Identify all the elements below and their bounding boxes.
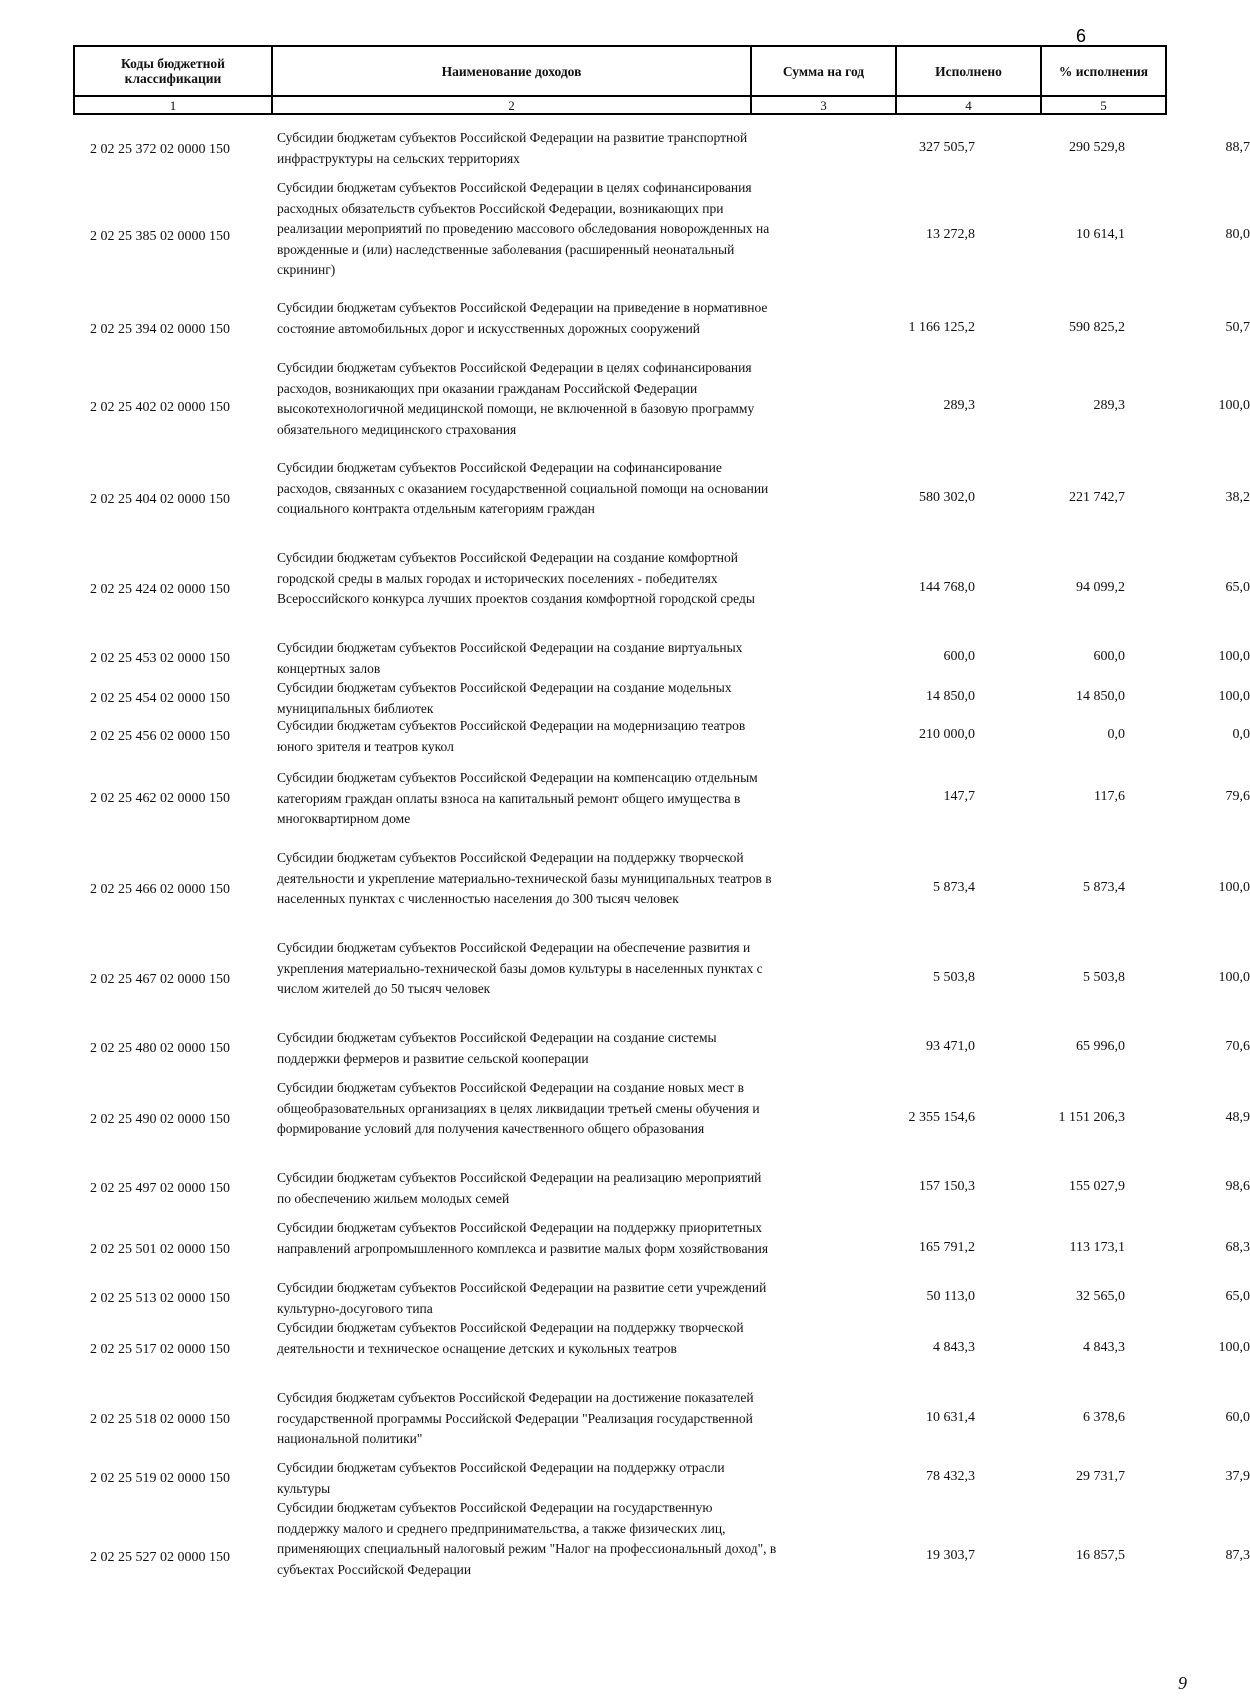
executed-amount: 94 099,2 bbox=[1076, 580, 1125, 595]
income-name: Субсидии бюджетам субъектов Российской Федерации на государственную поддержку малого и среднего предпринимательства, а также физических лиц, применяющих специальный налоговый режим "Налог на профессиональный доход", в субъектах Российской Федерации bbox=[277, 1500, 777, 1577]
table-row bbox=[80, 848, 1250, 930]
header-income-name: Наименование доходов bbox=[272, 46, 751, 96]
executed-amount: 29 731,7 bbox=[1076, 1469, 1125, 1484]
executed-amount: 600,0 bbox=[1093, 649, 1125, 664]
annual-sum: 600,0 bbox=[943, 649, 975, 664]
table-row bbox=[80, 1388, 1250, 1450]
execution-percent: 48,9 bbox=[1225, 1110, 1250, 1125]
header-executed: Исполнено bbox=[896, 46, 1041, 96]
income-name: Субсидии бюджетам субъектов Российской Федерации на поддержку творческой деятельности и укрепление материально-технической базы муниципальных театров в населенных пунктах с численностью населения до 300 тысяч человек bbox=[277, 850, 772, 906]
executed-amount: 32 565,0 bbox=[1076, 1289, 1125, 1304]
table-row bbox=[80, 1218, 1250, 1280]
income-name: Субсидии бюджетам субъектов Российской Федерации на компенсацию отдельным категориям граждан оплаты взноса на капитальный ремонт общего имущества в многоквартирном доме bbox=[277, 770, 758, 826]
budget-code: 2 02 25 404 02 0000 150 bbox=[90, 492, 230, 507]
table-row bbox=[80, 128, 1250, 170]
header-annual-sum: Сумма на год bbox=[751, 46, 896, 96]
executed-amount: 155 027,9 bbox=[1069, 1179, 1125, 1194]
budget-code: 2 02 25 501 02 0000 150 bbox=[90, 1242, 230, 1257]
annual-sum: 13 272,8 bbox=[926, 227, 975, 242]
executed-amount: 65 996,0 bbox=[1076, 1039, 1125, 1054]
budget-code: 2 02 25 453 02 0000 150 bbox=[90, 651, 230, 666]
budget-code: 2 02 25 480 02 0000 150 bbox=[90, 1041, 230, 1056]
income-name: Субсидии бюджетам субъектов Российской Федерации на создание новых мест в общеобразовательных организациях в целях ликвидации третьей смены обучения и формирование условий для получения качественного общего образования bbox=[277, 1080, 760, 1136]
annual-sum: 2 355 154,6 bbox=[908, 1110, 975, 1125]
income-name: Субсидии бюджетам субъектов Российской Федерации на реализацию мероприятий по обеспечению жильем молодых семей bbox=[277, 1170, 762, 1206]
annual-sum: 165 791,2 bbox=[919, 1240, 975, 1255]
executed-amount: 4 843,3 bbox=[1083, 1340, 1125, 1355]
execution-percent: 98,6 bbox=[1225, 1179, 1250, 1194]
income-name: Субсидии бюджетам субъектов Российской Федерации на создание комфортной городской среды в малых городах и исторических поселениях - победителях Всероссийского конкурса лучших проектов создания комфортной городской среды bbox=[277, 550, 755, 606]
table-row bbox=[80, 768, 1250, 828]
income-name: Субсидии бюджетам субъектов Российской Федерации на обеспечение развития и укрепления материально-технической базы домов культуры в населенных пунктах с числом жителей до 50 тысяч человек bbox=[277, 940, 763, 996]
table-row bbox=[80, 938, 1250, 1020]
executed-amount: 113 173,1 bbox=[1069, 1240, 1125, 1255]
handwritten-mark: 9 bbox=[1178, 1673, 1187, 1693]
budget-code: 2 02 25 424 02 0000 150 bbox=[90, 582, 230, 597]
annual-sum: 1 166 125,2 bbox=[908, 320, 975, 335]
header-col-number: 5 bbox=[1041, 96, 1166, 114]
income-name: Субсидии бюджетам субъектов Российской Федерации на создание системы поддержки фермеров и развитие сельской кооперации bbox=[277, 1030, 717, 1066]
table-row bbox=[80, 1078, 1250, 1160]
executed-amount: 16 857,5 bbox=[1076, 1548, 1125, 1563]
annual-sum: 289,3 bbox=[943, 398, 975, 413]
budget-code: 2 02 25 454 02 0000 150 bbox=[90, 691, 230, 706]
budget-code: 2 02 25 527 02 0000 150 bbox=[90, 1550, 230, 1565]
execution-percent: 100,0 bbox=[1218, 398, 1250, 413]
table-row bbox=[80, 1458, 1250, 1498]
income-name: Субсидия бюджетам субъектов Российской Федерации на достижение показателей государственной программы Российской Федерации "Реализация государственной национальной политики" bbox=[277, 1390, 754, 1446]
execution-percent: 79,6 bbox=[1225, 789, 1250, 804]
budget-code: 2 02 25 385 02 0000 150 bbox=[90, 229, 230, 244]
budget-code: 2 02 25 517 02 0000 150 bbox=[90, 1342, 230, 1357]
header-col-number: 4 bbox=[896, 96, 1041, 114]
table-row bbox=[80, 548, 1250, 630]
execution-percent: 100,0 bbox=[1218, 689, 1250, 704]
executed-amount: 1 151 206,3 bbox=[1058, 1110, 1125, 1125]
execution-percent: 100,0 bbox=[1218, 1340, 1250, 1355]
table-row bbox=[80, 638, 1250, 678]
execution-percent: 38,2 bbox=[1225, 490, 1250, 505]
execution-percent: 50,7 bbox=[1225, 320, 1250, 335]
execution-percent: 65,0 bbox=[1225, 580, 1250, 595]
table-row bbox=[80, 1168, 1250, 1208]
annual-sum: 93 471,0 bbox=[926, 1039, 975, 1054]
annual-sum: 580 302,0 bbox=[919, 490, 975, 505]
header-col-number: 1 bbox=[74, 96, 272, 114]
budget-code: 2 02 25 513 02 0000 150 bbox=[90, 1291, 230, 1306]
budget-code: 2 02 25 456 02 0000 150 bbox=[90, 729, 230, 744]
header-budget-codes: Коды бюджетной классификации bbox=[74, 46, 272, 96]
table-row bbox=[80, 1028, 1250, 1068]
execution-percent: 100,0 bbox=[1218, 880, 1250, 895]
annual-sum: 5 873,4 bbox=[933, 880, 975, 895]
income-name: Субсидии бюджетам субъектов Российской Федерации на создание модельных муниципальных библиотек bbox=[277, 680, 732, 716]
execution-percent: 65,0 bbox=[1225, 1289, 1250, 1304]
income-name: Субсидии бюджетам субъектов Российской Федерации на приведение в нормативное состояние автомобильных дорог и искусственных дорожных сооружений bbox=[277, 300, 768, 336]
table-row bbox=[80, 1318, 1250, 1380]
budget-code: 2 02 25 394 02 0000 150 bbox=[90, 322, 230, 337]
execution-percent: 37,9 bbox=[1225, 1469, 1250, 1484]
annual-sum: 14 850,0 bbox=[926, 689, 975, 704]
executed-amount: 0,0 bbox=[1107, 727, 1125, 742]
annual-sum: 19 303,7 bbox=[926, 1548, 975, 1563]
executed-amount: 6 378,6 bbox=[1083, 1410, 1125, 1425]
table-row bbox=[80, 178, 1250, 294]
executed-amount: 289,3 bbox=[1093, 398, 1125, 413]
table-row bbox=[80, 1498, 1250, 1616]
execution-percent: 68,3 bbox=[1225, 1240, 1250, 1255]
budget-code: 2 02 25 372 02 0000 150 bbox=[90, 142, 230, 157]
annual-sum: 4 843,3 bbox=[933, 1340, 975, 1355]
budget-code: 2 02 25 466 02 0000 150 bbox=[90, 882, 230, 897]
budget-code: 2 02 25 519 02 0000 150 bbox=[90, 1471, 230, 1486]
income-name: Субсидии бюджетам субъектов Российской Федерации на софинансирование расходов, связанных с оказанием государственной социальной помощи на основании социального контракта отдельным категориям граждан bbox=[277, 460, 769, 516]
executed-amount: 5 503,8 bbox=[1083, 970, 1125, 985]
budget-code: 2 02 25 402 02 0000 150 bbox=[90, 400, 230, 415]
income-name: Субсидии бюджетам субъектов Российской Федерации в целях софинансирования расходных обязательств субъектов Российской Федерации, возникающих при реализации мероприятий по проведению массового обследования новорожденных на врожденные и (или) наследственные заболевания (расширенный неонатальный скрининг) bbox=[277, 180, 770, 277]
annual-sum: 157 150,3 bbox=[919, 1179, 975, 1194]
table-row bbox=[80, 678, 1250, 718]
annual-sum: 210 000,0 bbox=[919, 727, 975, 742]
annual-sum: 50 113,0 bbox=[926, 1289, 975, 1304]
executed-amount: 117,6 bbox=[1094, 789, 1125, 804]
executed-amount: 290 529,8 bbox=[1069, 140, 1125, 155]
header-col-number: 3 bbox=[751, 96, 896, 114]
income-name: Субсидии бюджетам субъектов Российской Федерации на поддержку приоритетных направлений агропромышленного комплекса и развитие малых форм хозяйствования bbox=[277, 1220, 769, 1256]
budget-code: 2 02 25 490 02 0000 150 bbox=[90, 1112, 230, 1127]
execution-percent: 80,0 bbox=[1225, 227, 1250, 242]
income-name: Субсидии бюджетам субъектов Российской Федерации на поддержку отрасли культуры bbox=[277, 1460, 725, 1496]
budget-code: 2 02 25 462 02 0000 150 bbox=[90, 791, 230, 806]
execution-percent: 0,0 bbox=[1232, 727, 1250, 742]
execution-percent: 70,6 bbox=[1225, 1039, 1250, 1054]
header-col-number: 2 bbox=[272, 96, 751, 114]
execution-percent: 100,0 bbox=[1218, 649, 1250, 664]
income-name: Субсидии бюджетам субъектов Российской Федерации на создание виртуальных концертных залов bbox=[277, 640, 743, 676]
annual-sum: 78 432,3 bbox=[926, 1469, 975, 1484]
execution-percent: 100,0 bbox=[1218, 970, 1250, 985]
income-name: Субсидии бюджетам субъектов Российской Федерации на модернизацию театров юного зрителя и театров кукол bbox=[277, 718, 746, 754]
table-row bbox=[80, 1278, 1250, 1318]
budget-code: 2 02 25 497 02 0000 150 bbox=[90, 1181, 230, 1196]
annual-sum: 147,7 bbox=[943, 789, 975, 804]
income-name: Субсидии бюджетам субъектов Российской Федерации на поддержку творческой деятельности и техническое оснащение детских и кукольных театров bbox=[277, 1320, 744, 1356]
executed-amount: 5 873,4 bbox=[1083, 880, 1125, 895]
executed-amount: 14 850,0 bbox=[1076, 689, 1125, 704]
annual-sum: 327 505,7 bbox=[919, 140, 975, 155]
table-row bbox=[80, 458, 1250, 540]
income-name: Субсидии бюджетам субъектов Российской Федерации в целях софинансирования расходов, возникающих при оказании гражданам Российской Федерации высокотехнологичной медицинской помощи, не включенной в базовую программу обязательного медицинского страхования bbox=[277, 360, 755, 437]
table-row bbox=[80, 298, 1250, 360]
table-row bbox=[80, 716, 1250, 756]
page-number: 6 bbox=[1076, 26, 1087, 46]
execution-percent: 60,0 bbox=[1225, 1410, 1250, 1425]
income-name: Субсидии бюджетам субъектов Российской Федерации на развитие сети учреждений культурно-досугового типа bbox=[277, 1280, 767, 1316]
executed-amount: 590 825,2 bbox=[1069, 320, 1125, 335]
annual-sum: 5 503,8 bbox=[933, 970, 975, 985]
execution-percent: 88,7 bbox=[1225, 140, 1250, 155]
budget-code: 2 02 25 518 02 0000 150 bbox=[90, 1412, 230, 1427]
executed-amount: 10 614,1 bbox=[1076, 227, 1125, 242]
header-execution-percent: % исполнения bbox=[1041, 46, 1166, 96]
income-name: Субсидии бюджетам субъектов Российской Федерации на развитие транспортной инфраструктуры на сельских территориях bbox=[277, 130, 748, 166]
executed-amount: 221 742,7 bbox=[1069, 490, 1125, 505]
annual-sum: 10 631,4 bbox=[926, 1410, 975, 1425]
table-row bbox=[80, 358, 1250, 456]
budget-code: 2 02 25 467 02 0000 150 bbox=[90, 972, 230, 987]
annual-sum: 144 768,0 bbox=[919, 580, 975, 595]
execution-percent: 87,3 bbox=[1225, 1548, 1250, 1563]
